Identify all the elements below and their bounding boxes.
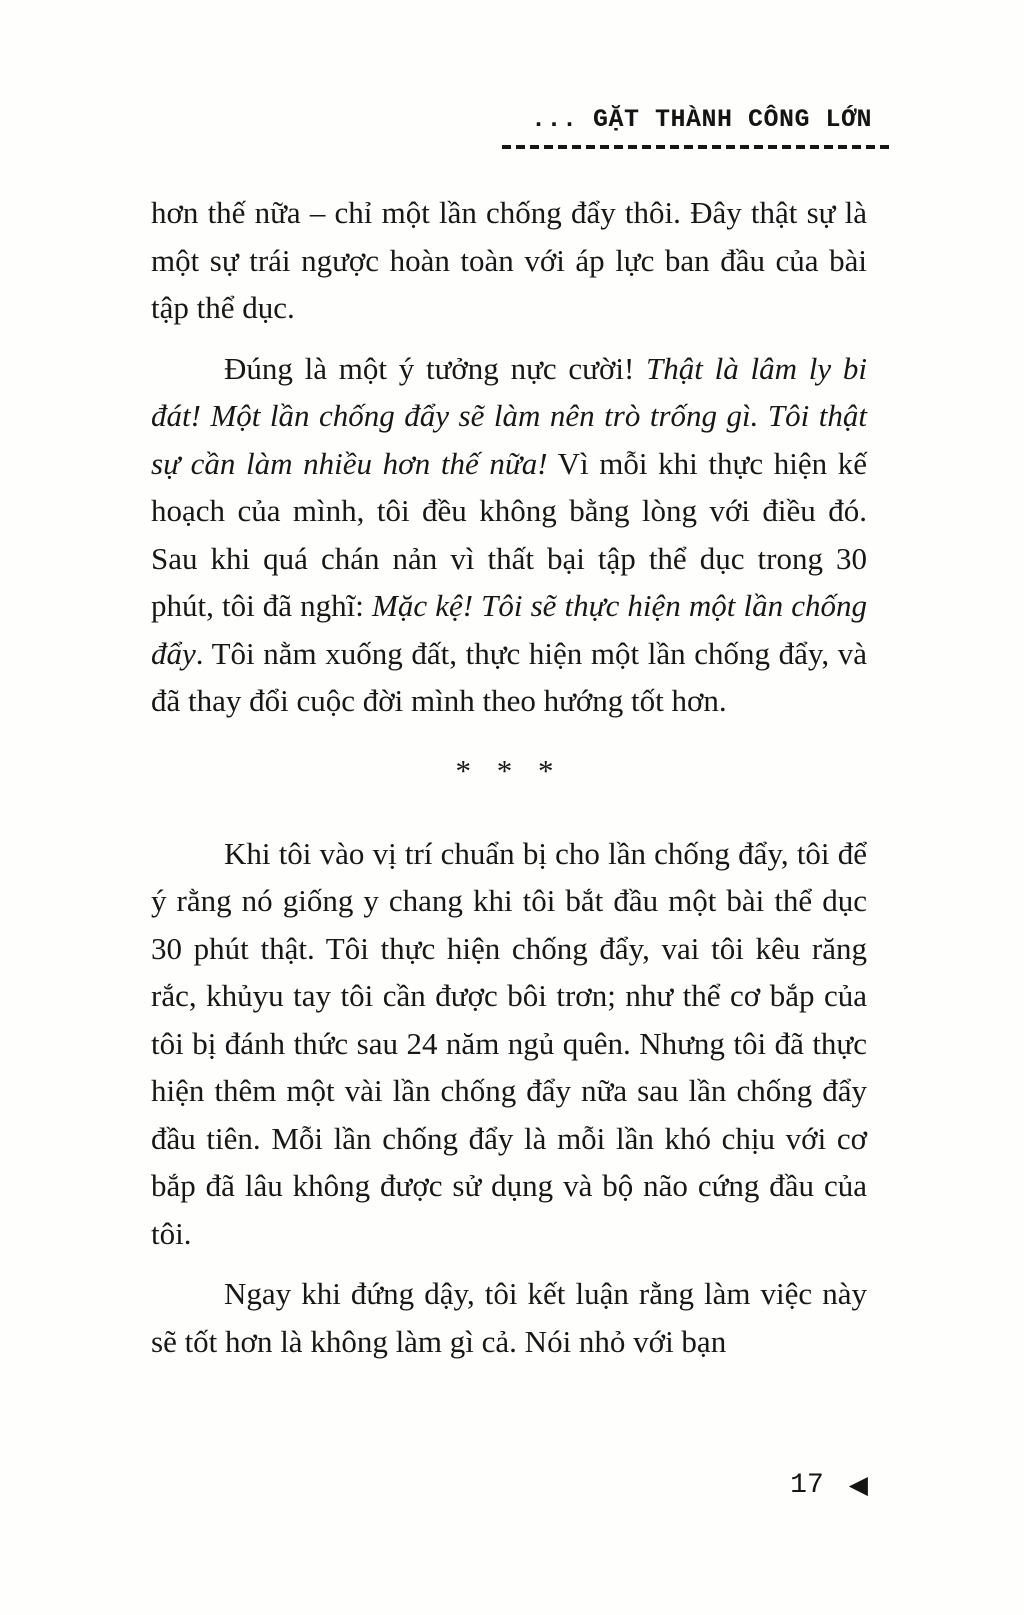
- page-footer: [790, 1466, 868, 1506]
- running-header-title: ... GẶT THÀNH CÔNG LỚN: [530, 105, 872, 134]
- italic-text-run: Thật là lâm ly bi đát! Một lần chống đẩy sẽ làm nên trò trống gì. Tôi thật sự cần làm nhiều hơn thế nữa!: [151, 350, 867, 481]
- page-corner-arrow-icon: ◀: [848, 1472, 868, 1499]
- section-break: * * *: [455, 752, 563, 788]
- text-run: . Tôi nằm xuống đất, thực hiện một lần chống đẩy, và đã thay đổi cuộc đời mình theo hướng tốt hơn.: [151, 635, 867, 718]
- paragraph: [151, 830, 867, 1258]
- running-header: [502, 103, 894, 149]
- paragraph: [151, 189, 867, 332]
- italic-text-run: Mặc kệ! Tôi sẽ thực hiện một lần chống đẩy: [151, 588, 868, 671]
- text-run: Ngay khi đứng dậy, tôi kết luận rằng làm việc này sẽ tốt hơn là không làm gì cả. Nói nhỏ với bạn: [151, 1276, 867, 1359]
- text-run: Vì mỗi khi thực hiện kế hoạch của mình, tôi đều không bằng lòng với điều đó. Sau khi quá chán nản vì thất bại tập thể dục trong 30 phút, tôi đã nghĩ:: [151, 445, 867, 623]
- page-number: 17: [790, 1470, 824, 1501]
- paragraph: [151, 1270, 867, 1365]
- text-run: hơn thế nữa – chỉ một lần chống đẩy thôi. Đây thật sự là một sự trái ngược hoàn toàn với áp lực ban đầu của bài tập thể dục.: [151, 195, 867, 325]
- body-text-column: [151, 189, 867, 1378]
- paragraph: [151, 345, 867, 725]
- text-run: Khi tôi vào vị trí chuẩn bị cho lần chống đẩy, tôi để ý rằng nó giống y chang khi tôi bắt đầu một bài thể dục 30 phút thật. Tôi thực hiện chống đẩy, vai tôi kêu răng rắc, khủyu tay tôi cần được bôi trơn; như thể cơ bắp của tôi bị đánh thức sau 24 năm ngủ quên. Nhưng tôi đã thực hiện thêm một vài lần chống đẩy nữa sau lần chống đẩy đầu tiên. Mỗi lần chống đẩy là mỗi lần khó chịu với cơ bắp đã lâu không được sử dụng và bộ não cứng đầu của tôi.: [151, 835, 867, 1251]
- text-run: Đúng là một ý tưởng nực cười!: [224, 350, 647, 386]
- dashed-rule: [502, 145, 894, 149]
